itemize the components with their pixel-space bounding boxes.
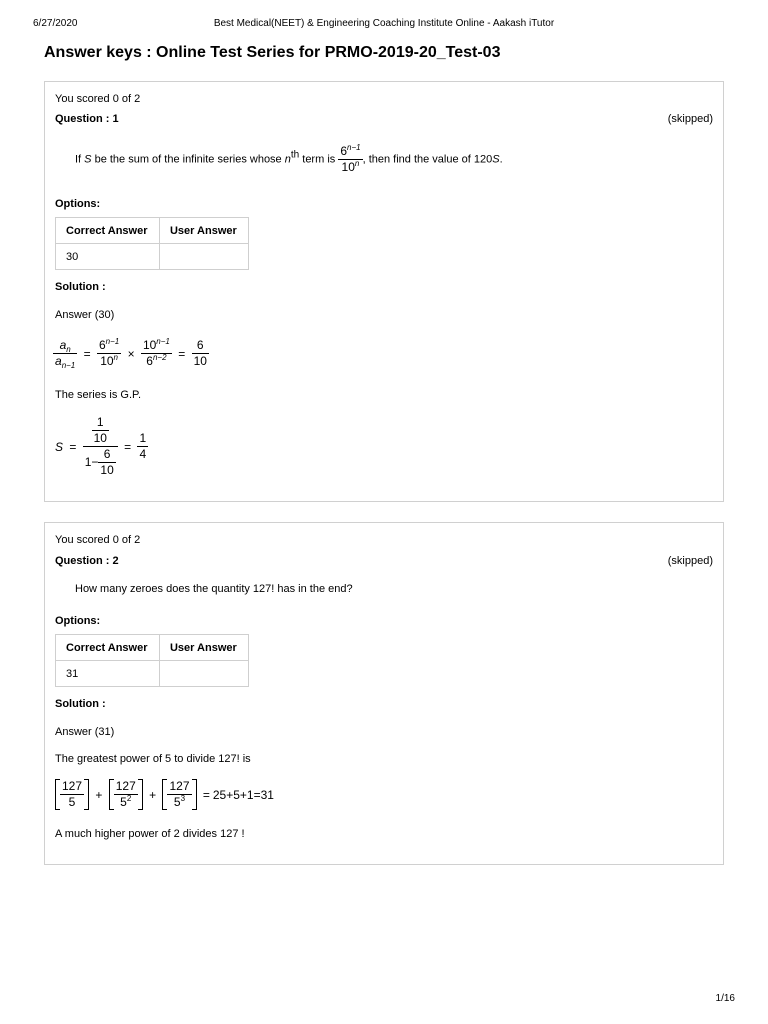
answer-table (55, 634, 249, 687)
solution-line: The greatest power of 5 to divide 127! is (55, 753, 251, 765)
user-answer-value (159, 244, 248, 270)
user-answer-header: User Answer (159, 635, 248, 661)
solution-label: Solution : (55, 698, 106, 710)
user-answer-value (159, 661, 248, 687)
page-title: Answer keys : Online Test Series for PRMO-2019-20_Test-03 (44, 44, 501, 61)
correct-answer-header: Correct Answer (56, 218, 160, 244)
table-row (56, 244, 249, 270)
status-badge: (skipped) (667, 555, 713, 567)
sum-equation: S = $\frac{1}{10}$ 1− $\frac{6}{10}$ = $\frac{1}{4}$ (55, 415, 147, 477)
score-text: You scored 0 of 2 (55, 93, 141, 105)
solution-answer: Answer (30) (55, 309, 115, 321)
page-number: 1/16 (715, 993, 735, 1004)
question-stem: How many zeroes does the quantity 127! has in the end? (75, 583, 353, 595)
floor-sum-equation: $\frac{127}{5}$ + $\frac{127}{5^2}$ + $\frac{127}{5^3}$ = 25+5+1=31 (55, 779, 274, 810)
correct-answer-value: 30 (56, 244, 160, 270)
user-answer-header: User Answer (159, 218, 248, 244)
solution-line: The series is G.P. (55, 389, 141, 401)
options-label: Options: (55, 615, 101, 627)
status-badge: (skipped) (667, 113, 713, 125)
answer-table (55, 217, 249, 270)
table-header-row (56, 635, 249, 661)
question-stem: If S be the sum of the infinite series whose $n^{th}$ term is $\frac{6^{n-1}}{10^n}$ , then find the value of 120S. (75, 143, 503, 174)
print-date: 6/27/2020 (33, 18, 78, 29)
correct-answer-value: 31 (56, 661, 160, 687)
print-page-title: Best Medical(NEET) & Engineering Coaching Institute Online - Aakash iTutor (213, 18, 555, 29)
solution-answer: Answer (31) (55, 726, 115, 738)
solution-label: Solution : (55, 281, 106, 293)
question-number: Question : 2 (55, 555, 119, 567)
solution-line: A much higher power of 2 divides 127 ! (55, 828, 245, 840)
correct-answer-header: Correct Answer (56, 635, 160, 661)
ratio-equation: $\frac{a_n}{a_{n-1}}$ = $\frac{6^{n-1}}{10^n}$ × $\frac{10^{n-1}}{6^{n-2}}$ = $\frac{6}{10}$ (55, 337, 207, 370)
stem-fraction: $\frac{6^{n-1}}{10^n}$ (340, 143, 361, 174)
table-row (56, 661, 249, 687)
question-number: Question : 1 (55, 113, 119, 125)
table-header-row (56, 218, 249, 244)
question-card-2 (44, 522, 724, 865)
options-label: Options: (55, 198, 101, 210)
question-card-1 (44, 81, 724, 502)
score-text: You scored 0 of 2 (55, 534, 141, 546)
